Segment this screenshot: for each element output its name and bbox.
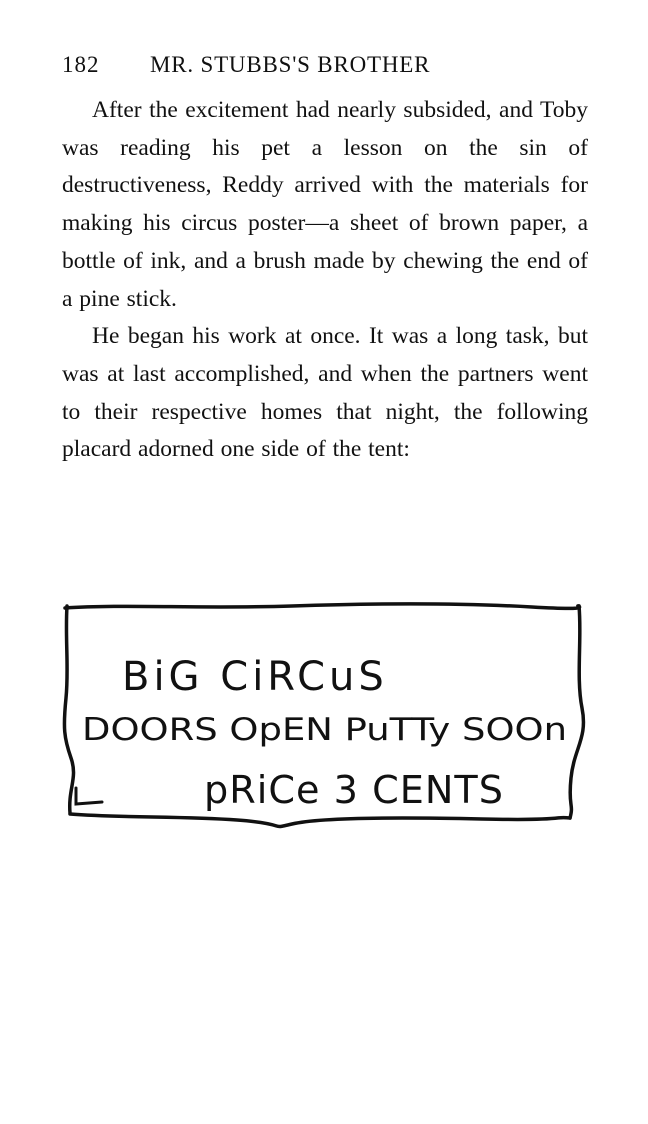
placard-line-3: pRiCe 3 CENTS (204, 768, 504, 812)
placard-line-2: DOORS OpEN PuTTy SOOn (82, 712, 567, 748)
running-head (62, 52, 588, 92)
placard-bottom-border (70, 814, 570, 827)
paragraph-1: After the excitement had nearly subsided, and Toby was reading his pet a lesson on the sin of destructiveness, Reddy arrived with the materials for making his circus poster—a sheet of brown paper, a bottle of ink, and a brush made by chewing the end of a pine stick. (62, 97, 588, 312)
book-page (62, 52, 588, 469)
placard-right-border (570, 606, 583, 818)
running-title: MR. STUBBS'S BROTHER (150, 52, 431, 77)
placard-left-border (64, 606, 73, 813)
placard-drawing (62, 598, 592, 838)
placard-top-border (65, 604, 580, 609)
placard-line-1: BiG CiRCuS (122, 654, 388, 700)
page-number: 182 (62, 52, 100, 77)
placard-corner-mark (76, 788, 102, 804)
paragraph-2: He began his work at once. It was a long task, but was at last accomplished, and when the partners went to their respective homes that night, the following placard adorned one side of the tent: (62, 323, 588, 463)
circus-placard-illustration (62, 598, 592, 838)
